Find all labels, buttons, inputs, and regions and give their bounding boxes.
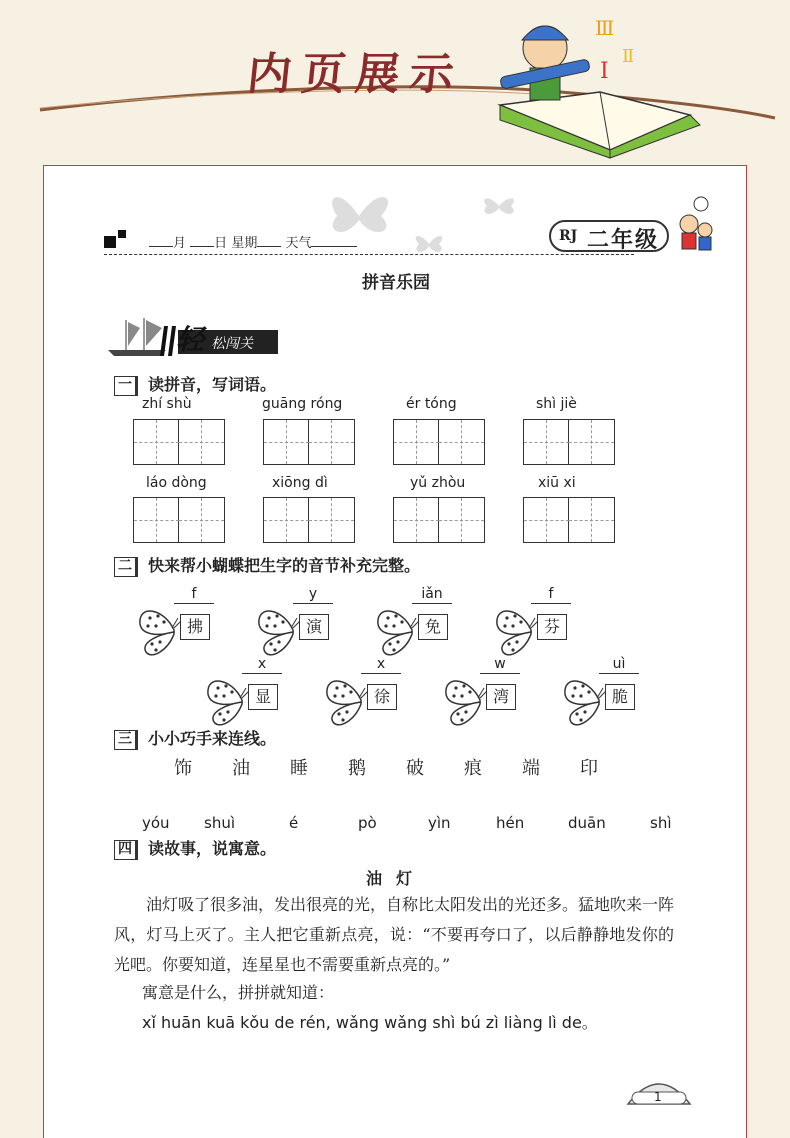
page-number-badge (624, 1066, 694, 1106)
match-hanzi[interactable]: 睡 (290, 758, 308, 779)
pinyin-label: ér tóng (406, 396, 457, 412)
hanzi-box: 拂 (180, 614, 210, 640)
butterfly-icon (440, 676, 488, 726)
kids-icon (669, 196, 719, 258)
svg-text:Ⅲ: Ⅲ (595, 16, 615, 40)
syllable-blank[interactable]: x (361, 656, 401, 674)
butterfly-decoration-icon (319, 186, 569, 256)
svg-text:Ⅰ: Ⅰ (600, 59, 609, 84)
writing-grid[interactable] (523, 419, 615, 465)
svg-text:Ⅱ: Ⅱ (622, 46, 635, 67)
syllable-blank[interactable]: iǎn (412, 586, 452, 604)
ribbon-header (106, 316, 281, 362)
match-pinyin[interactable]: yóu (142, 814, 170, 832)
hanzi-row (174, 754, 638, 780)
hanzi-box: 演 (299, 614, 329, 640)
story-title: 油灯 (365, 869, 426, 888)
section-title: 拼音乐园 (362, 273, 430, 293)
pinyin-label: zhí shù (142, 396, 192, 412)
syllable-blank[interactable]: f (174, 586, 214, 604)
hanzi-box: 显 (248, 684, 278, 710)
pinyin-label: shì jiè (536, 396, 577, 412)
banner (0, 0, 790, 165)
match-pinyin[interactable]: shì (650, 814, 672, 832)
writing-grid[interactable] (393, 497, 485, 543)
banner-title: 内页展示 (244, 49, 467, 100)
ribbon-small-text: 松闯关 (211, 336, 253, 352)
match-pinyin[interactable]: yìn (428, 814, 451, 832)
question-4 (114, 836, 276, 860)
day-label: 日 (214, 236, 228, 251)
match-hanzi[interactable]: 破 (406, 758, 424, 779)
boy-reading-icon (500, 16, 700, 158)
moral-pinyin: xǐ huān kuā kǒu de rén, wǎng wǎng shì bú zì liàng lì de。 (142, 1013, 598, 1032)
page-number: 1 (654, 1090, 662, 1104)
pinyin-label: yǔ zhòu (410, 475, 466, 491)
butterfly-icon (134, 606, 182, 656)
pinyin-label: xiū xi (538, 475, 576, 491)
match-hanzi[interactable]: 鹅 (348, 758, 366, 779)
match-pinyin[interactable]: shuì (204, 814, 235, 832)
question-1 (114, 372, 276, 396)
story-text (114, 890, 674, 980)
grade-text: 二年级 (587, 228, 660, 253)
week-label: 星期 (231, 236, 258, 251)
butterfly-icon (253, 606, 301, 656)
butterfly-icon (321, 676, 369, 726)
pinyin-label: guāng róng (262, 396, 343, 412)
hanzi-box: 湾 (486, 684, 516, 710)
match-pinyin[interactable]: pò (358, 814, 377, 832)
story-paragraph: 油灯吸了很多油，发出很亮的光，自称比太阳发出的光还多。猛地吹来一阵风，灯马上灭了。主人把它重新点亮，说：“不要再夸口了，以后静静地发你的光吧。你要知道，连星星也不需要重新点亮的。” (114, 895, 675, 974)
question-2 (114, 553, 420, 577)
header-divider (104, 254, 634, 255)
question-text: 读拼音，写词语。 (148, 375, 277, 394)
question-number: 三 (114, 730, 138, 750)
match-hanzi[interactable]: 端 (522, 758, 540, 779)
question-number: 四 (114, 840, 138, 860)
grade-code: RJ (559, 228, 578, 244)
writing-grid[interactable] (133, 497, 225, 543)
question-number: 一 (114, 376, 138, 396)
syllable-blank[interactable]: f (531, 586, 571, 604)
pinyin-label: láo dòng (146, 475, 207, 491)
question-3 (114, 726, 276, 750)
writing-grid[interactable] (523, 497, 615, 543)
butterfly-item (321, 656, 431, 724)
butterfly-item (372, 586, 482, 654)
butterfly-item (559, 656, 669, 724)
hanzi-box: 徐 (367, 684, 397, 710)
hanzi-box: 免 (418, 614, 448, 640)
butterfly-icon (372, 606, 420, 656)
match-hanzi[interactable]: 痕 (464, 758, 482, 779)
pinyin-label: xiōng dì (272, 475, 328, 491)
butterfly-icon (491, 606, 539, 656)
corner-squares-icon (104, 230, 130, 250)
butterfly-item (253, 586, 363, 654)
question-number: 二 (114, 557, 138, 577)
hanzi-box: 脆 (605, 684, 635, 710)
butterfly-item (202, 656, 312, 724)
grade-badge (549, 220, 669, 252)
writing-grid[interactable] (263, 497, 355, 543)
butterfly-icon (559, 676, 607, 726)
workbook-page (43, 165, 747, 1138)
match-pinyin[interactable]: duān (568, 814, 606, 832)
writing-grid[interactable] (263, 419, 355, 465)
butterfly-item (440, 656, 550, 724)
butterfly-item (134, 586, 244, 654)
question-text: 读故事，说寓意。 (148, 839, 277, 858)
match-hanzi[interactable]: 印 (580, 758, 598, 779)
moral-prompt: 寓意是什么，拼拼就知道： (142, 983, 335, 1002)
syllable-blank[interactable]: y (293, 586, 333, 604)
question-text: 快来帮小蝴蝶把生字的音节补充完整。 (148, 556, 421, 575)
butterfly-icon (202, 676, 250, 726)
match-hanzi[interactable]: 油 (232, 758, 250, 779)
writing-grid[interactable] (133, 419, 225, 465)
match-hanzi[interactable]: 饰 (174, 758, 192, 779)
syllable-blank[interactable]: x (242, 656, 282, 674)
page-header (104, 214, 694, 254)
syllable-blank[interactable]: uì (599, 656, 639, 674)
match-pinyin[interactable]: é (289, 814, 299, 832)
hanzi-box: 芬 (537, 614, 567, 640)
butterfly-item (491, 586, 601, 654)
month-label: 月 (173, 236, 187, 251)
weather-label: 天气 (285, 236, 312, 251)
ribbon-big-char: 轻 (176, 323, 205, 356)
writing-grid[interactable] (393, 419, 485, 465)
question-text: 小小巧手来连线。 (148, 729, 277, 748)
syllable-blank[interactable]: w (480, 656, 520, 674)
match-pinyin[interactable]: hén (496, 814, 525, 832)
